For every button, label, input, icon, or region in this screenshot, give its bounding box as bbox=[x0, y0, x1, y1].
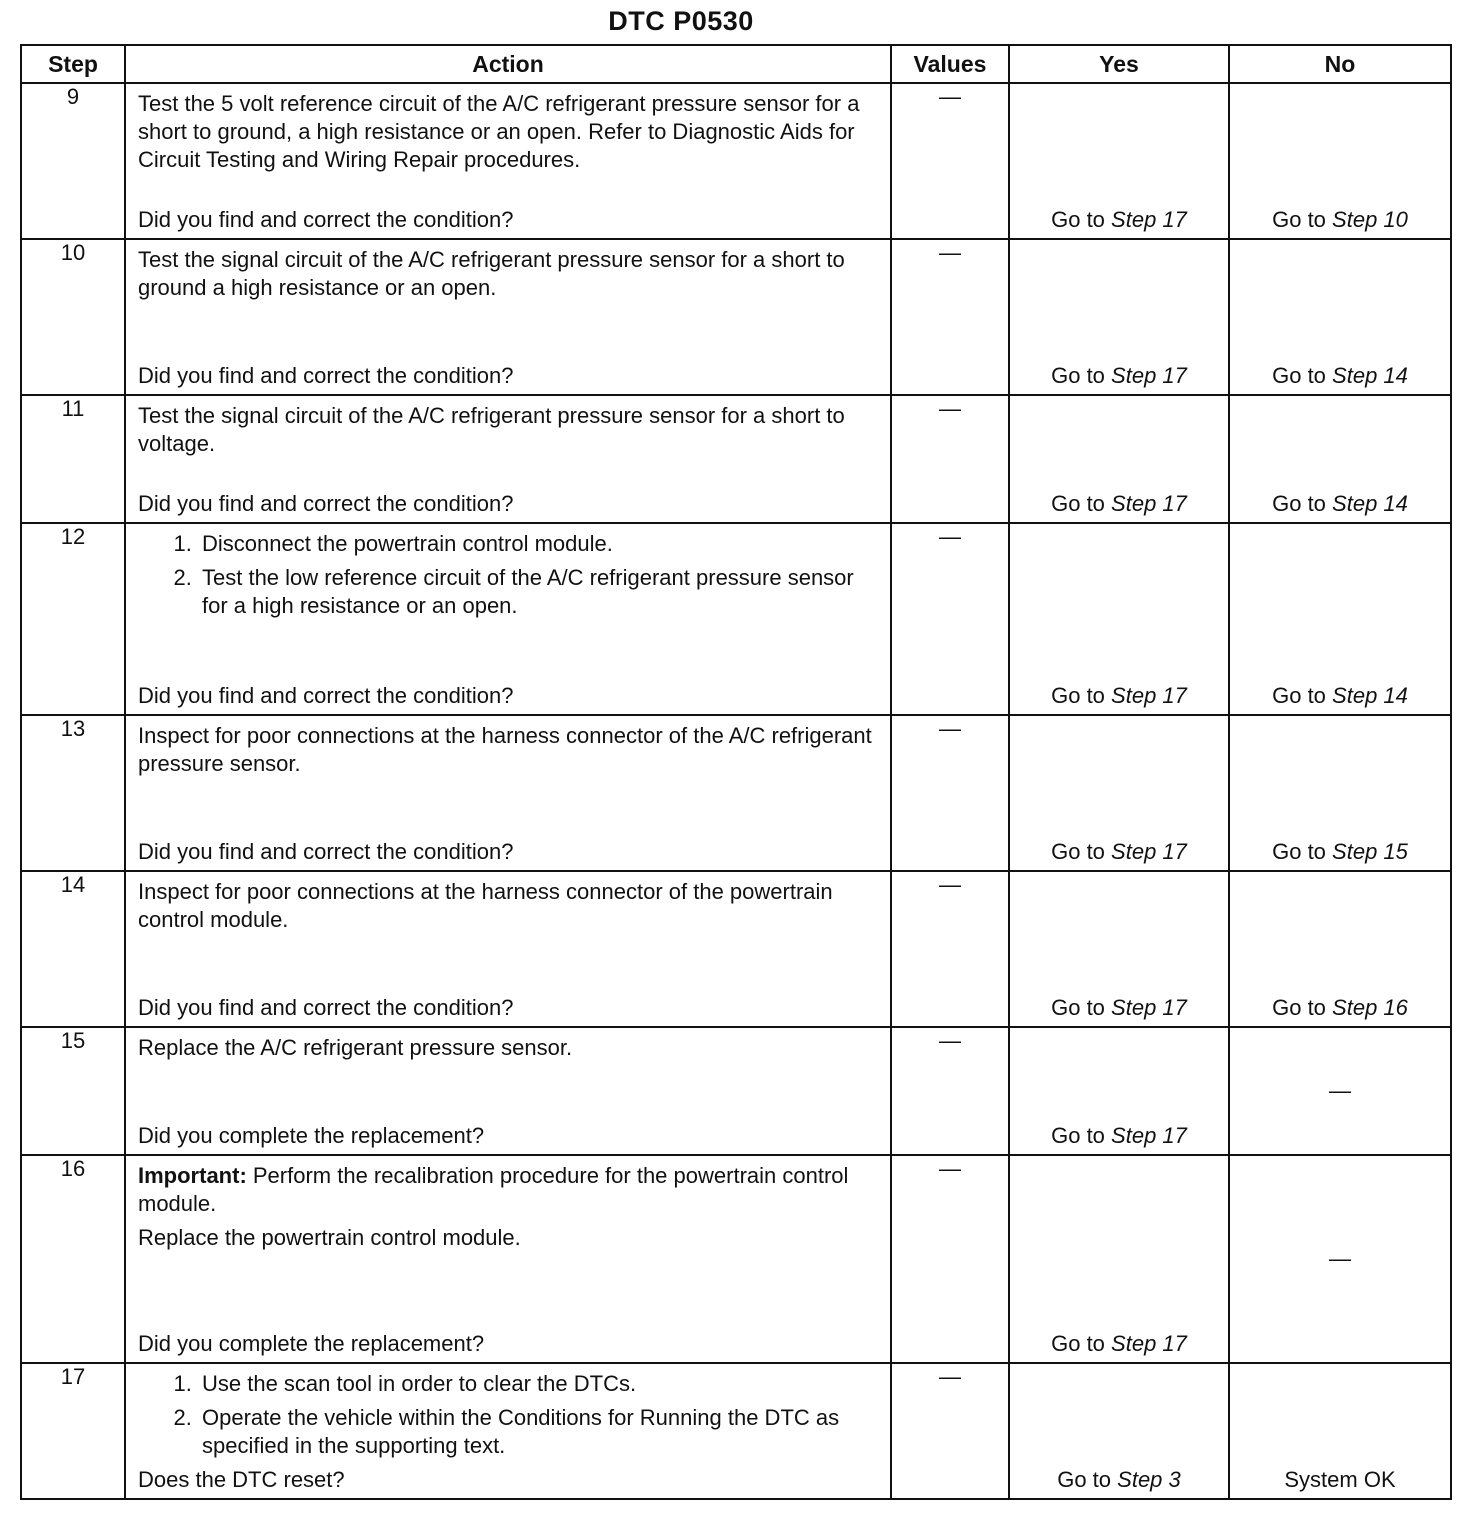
table-row bbox=[21, 1363, 1451, 1499]
step-number: 15 bbox=[21, 1027, 125, 1155]
values-cell: — bbox=[891, 715, 1009, 871]
action-question: Did you find and correct the condition? bbox=[138, 207, 514, 232]
yes-cell bbox=[1009, 1155, 1229, 1363]
no-step-link[interactable]: Step 15 bbox=[1332, 839, 1408, 864]
yes-prefix: Go to bbox=[1051, 207, 1105, 232]
action-cell bbox=[125, 83, 891, 239]
list-item: 2. Operate the vehicle within the Conditions for Running the DTC as specified in the supporting text. bbox=[198, 1404, 878, 1460]
no-prefix: Go to bbox=[1272, 363, 1326, 388]
action-text: Test the signal circuit of the A/C refrigerant pressure sensor for a short to voltage. bbox=[138, 403, 845, 456]
step-number: 13 bbox=[21, 715, 125, 871]
action-cell bbox=[125, 1155, 891, 1363]
no-cell bbox=[1229, 1155, 1451, 1363]
values-cell: — bbox=[891, 83, 1009, 239]
table-row bbox=[21, 871, 1451, 1027]
values-cell: — bbox=[891, 1363, 1009, 1499]
action-question: Did you complete the replacement? bbox=[138, 1123, 485, 1148]
table-row bbox=[21, 83, 1451, 239]
table-row bbox=[21, 1155, 1451, 1363]
yes-cell bbox=[1009, 1027, 1229, 1155]
action-list bbox=[138, 1370, 878, 1460]
yes-prefix: Go to bbox=[1051, 363, 1105, 388]
yes-cell bbox=[1009, 83, 1229, 239]
values-cell: — bbox=[891, 871, 1009, 1027]
no-cell bbox=[1229, 715, 1451, 871]
no-prefix: Go to bbox=[1272, 839, 1326, 864]
list-item: 1. Use the scan tool in order to clear the DTCs. bbox=[198, 1370, 878, 1398]
values-cell: — bbox=[891, 239, 1009, 395]
yes-prefix: Go to bbox=[1051, 995, 1105, 1020]
action-text: Inspect for poor connections at the harness connector of the powertrain control module. bbox=[138, 879, 833, 932]
action-text: Test the signal circuit of the A/C refrigerant pressure sensor for a short to ground a high resistance or an open. bbox=[138, 247, 845, 300]
diagnostic-table bbox=[20, 44, 1452, 1500]
values-cell: — bbox=[891, 1027, 1009, 1155]
yes-cell bbox=[1009, 1363, 1229, 1499]
yes-step-link[interactable]: Step 17 bbox=[1111, 1331, 1187, 1356]
yes-step-link[interactable]: Step 17 bbox=[1111, 839, 1187, 864]
action-question: Did you find and correct the condition? bbox=[138, 363, 514, 388]
no-prefix: Go to bbox=[1272, 491, 1326, 516]
action-text: Inspect for poor connections at the harness connector of the A/C refrigerant pressure sensor. bbox=[138, 723, 872, 776]
important-label: Important: bbox=[138, 1163, 247, 1188]
yes-step-link[interactable]: Step 17 bbox=[1111, 995, 1187, 1020]
no-cell bbox=[1229, 83, 1451, 239]
important-text: Perform the recalibration procedure for the powertrain control module. bbox=[138, 1163, 849, 1216]
action-question: Did you find and correct the condition? bbox=[138, 491, 514, 516]
step-number: 14 bbox=[21, 871, 125, 1027]
action-cell bbox=[125, 523, 891, 715]
no-step-link[interactable]: Step 14 bbox=[1332, 683, 1408, 708]
action-cell bbox=[125, 715, 891, 871]
step-number: 12 bbox=[21, 523, 125, 715]
no-cell bbox=[1229, 1027, 1451, 1155]
action-text: Replace the powertrain control module. bbox=[138, 1225, 521, 1250]
no-step-link[interactable]: Step 14 bbox=[1332, 491, 1408, 516]
yes-prefix: Go to bbox=[1051, 683, 1105, 708]
no-dash: — bbox=[1329, 1246, 1351, 1271]
no-cell bbox=[1229, 395, 1451, 523]
action-text: Replace the A/C refrigerant pressure sensor. bbox=[138, 1035, 573, 1060]
table-row bbox=[21, 395, 1451, 523]
action-cell bbox=[125, 395, 891, 523]
no-prefix: Go to bbox=[1272, 207, 1326, 232]
yes-cell bbox=[1009, 715, 1229, 871]
step-number: 10 bbox=[21, 239, 125, 395]
yes-prefix: Go to bbox=[1051, 839, 1105, 864]
yes-cell bbox=[1009, 523, 1229, 715]
no-cell bbox=[1229, 239, 1451, 395]
no-prefix: Go to bbox=[1272, 995, 1326, 1020]
table-row bbox=[21, 523, 1451, 715]
yes-prefix: Go to bbox=[1051, 491, 1105, 516]
yes-prefix: Go to bbox=[1051, 1331, 1105, 1356]
action-question: Did you find and correct the condition? bbox=[138, 995, 514, 1020]
header-values: Values bbox=[891, 45, 1009, 83]
no-step-link[interactable]: Step 10 bbox=[1332, 207, 1408, 232]
action-question: Did you find and correct the condition? bbox=[138, 683, 514, 708]
action-cell bbox=[125, 1027, 891, 1155]
list-item: 1. Disconnect the powertrain control module. bbox=[198, 530, 878, 558]
no-prefix: Go to bbox=[1272, 683, 1326, 708]
action-text: Test the 5 volt reference circuit of the A/C refrigerant pressure sensor for a short to ground, a high resistance or an open. Refer to Diagnostic Aids for Circuit Testing and Wiring Repair procedures. bbox=[138, 91, 860, 172]
yes-step-link[interactable]: Step 17 bbox=[1111, 363, 1187, 388]
step-number: 17 bbox=[21, 1363, 125, 1499]
header-step: Step bbox=[21, 45, 125, 83]
step-number: 16 bbox=[21, 1155, 125, 1363]
important-note bbox=[138, 1162, 878, 1218]
yes-prefix: Go to bbox=[1057, 1467, 1112, 1492]
step-number: 9 bbox=[21, 83, 125, 239]
values-cell: — bbox=[891, 395, 1009, 523]
yes-step-link[interactable]: Step 17 bbox=[1111, 683, 1187, 708]
no-cell bbox=[1229, 871, 1451, 1027]
yes-step-link[interactable]: Step 17 bbox=[1111, 491, 1187, 516]
values-cell: — bbox=[891, 523, 1009, 715]
system-ok-text: System OK bbox=[1284, 1467, 1396, 1492]
action-cell bbox=[125, 871, 891, 1027]
yes-cell bbox=[1009, 395, 1229, 523]
yes-step-link[interactable]: Step 3 bbox=[1117, 1467, 1181, 1492]
no-step-link[interactable]: Step 16 bbox=[1332, 995, 1408, 1020]
yes-cell bbox=[1009, 871, 1229, 1027]
header-action: Action bbox=[125, 45, 891, 83]
table-row bbox=[21, 1027, 1451, 1155]
action-question: Does the DTC reset? bbox=[138, 1467, 345, 1492]
list-item: 2. Test the low reference circuit of the A/C refrigerant pressure sensor for a high resistance or an open. bbox=[198, 564, 878, 620]
action-list bbox=[138, 530, 878, 620]
table-row bbox=[21, 715, 1451, 871]
action-cell bbox=[125, 239, 891, 395]
header-no: No bbox=[1229, 45, 1451, 83]
header-yes: Yes bbox=[1009, 45, 1229, 83]
header-row bbox=[21, 45, 1451, 83]
no-step-link[interactable]: Step 14 bbox=[1332, 363, 1408, 388]
yes-prefix: Go to bbox=[1051, 1123, 1105, 1148]
step-number: 11 bbox=[21, 395, 125, 523]
action-cell bbox=[125, 1363, 891, 1499]
action-question: Did you find and correct the condition? bbox=[138, 839, 514, 864]
no-cell bbox=[1229, 523, 1451, 715]
values-cell: — bbox=[891, 1155, 1009, 1363]
yes-cell bbox=[1009, 239, 1229, 395]
yes-step-link[interactable]: Step 17 bbox=[1111, 1123, 1187, 1148]
no-dash: — bbox=[1329, 1078, 1351, 1103]
table-row bbox=[21, 239, 1451, 395]
yes-step-link[interactable]: Step 17 bbox=[1111, 207, 1187, 232]
no-cell bbox=[1229, 1363, 1451, 1499]
page-title: DTC P0530 bbox=[608, 6, 754, 36]
action-question: Did you complete the replacement? bbox=[138, 1331, 485, 1356]
